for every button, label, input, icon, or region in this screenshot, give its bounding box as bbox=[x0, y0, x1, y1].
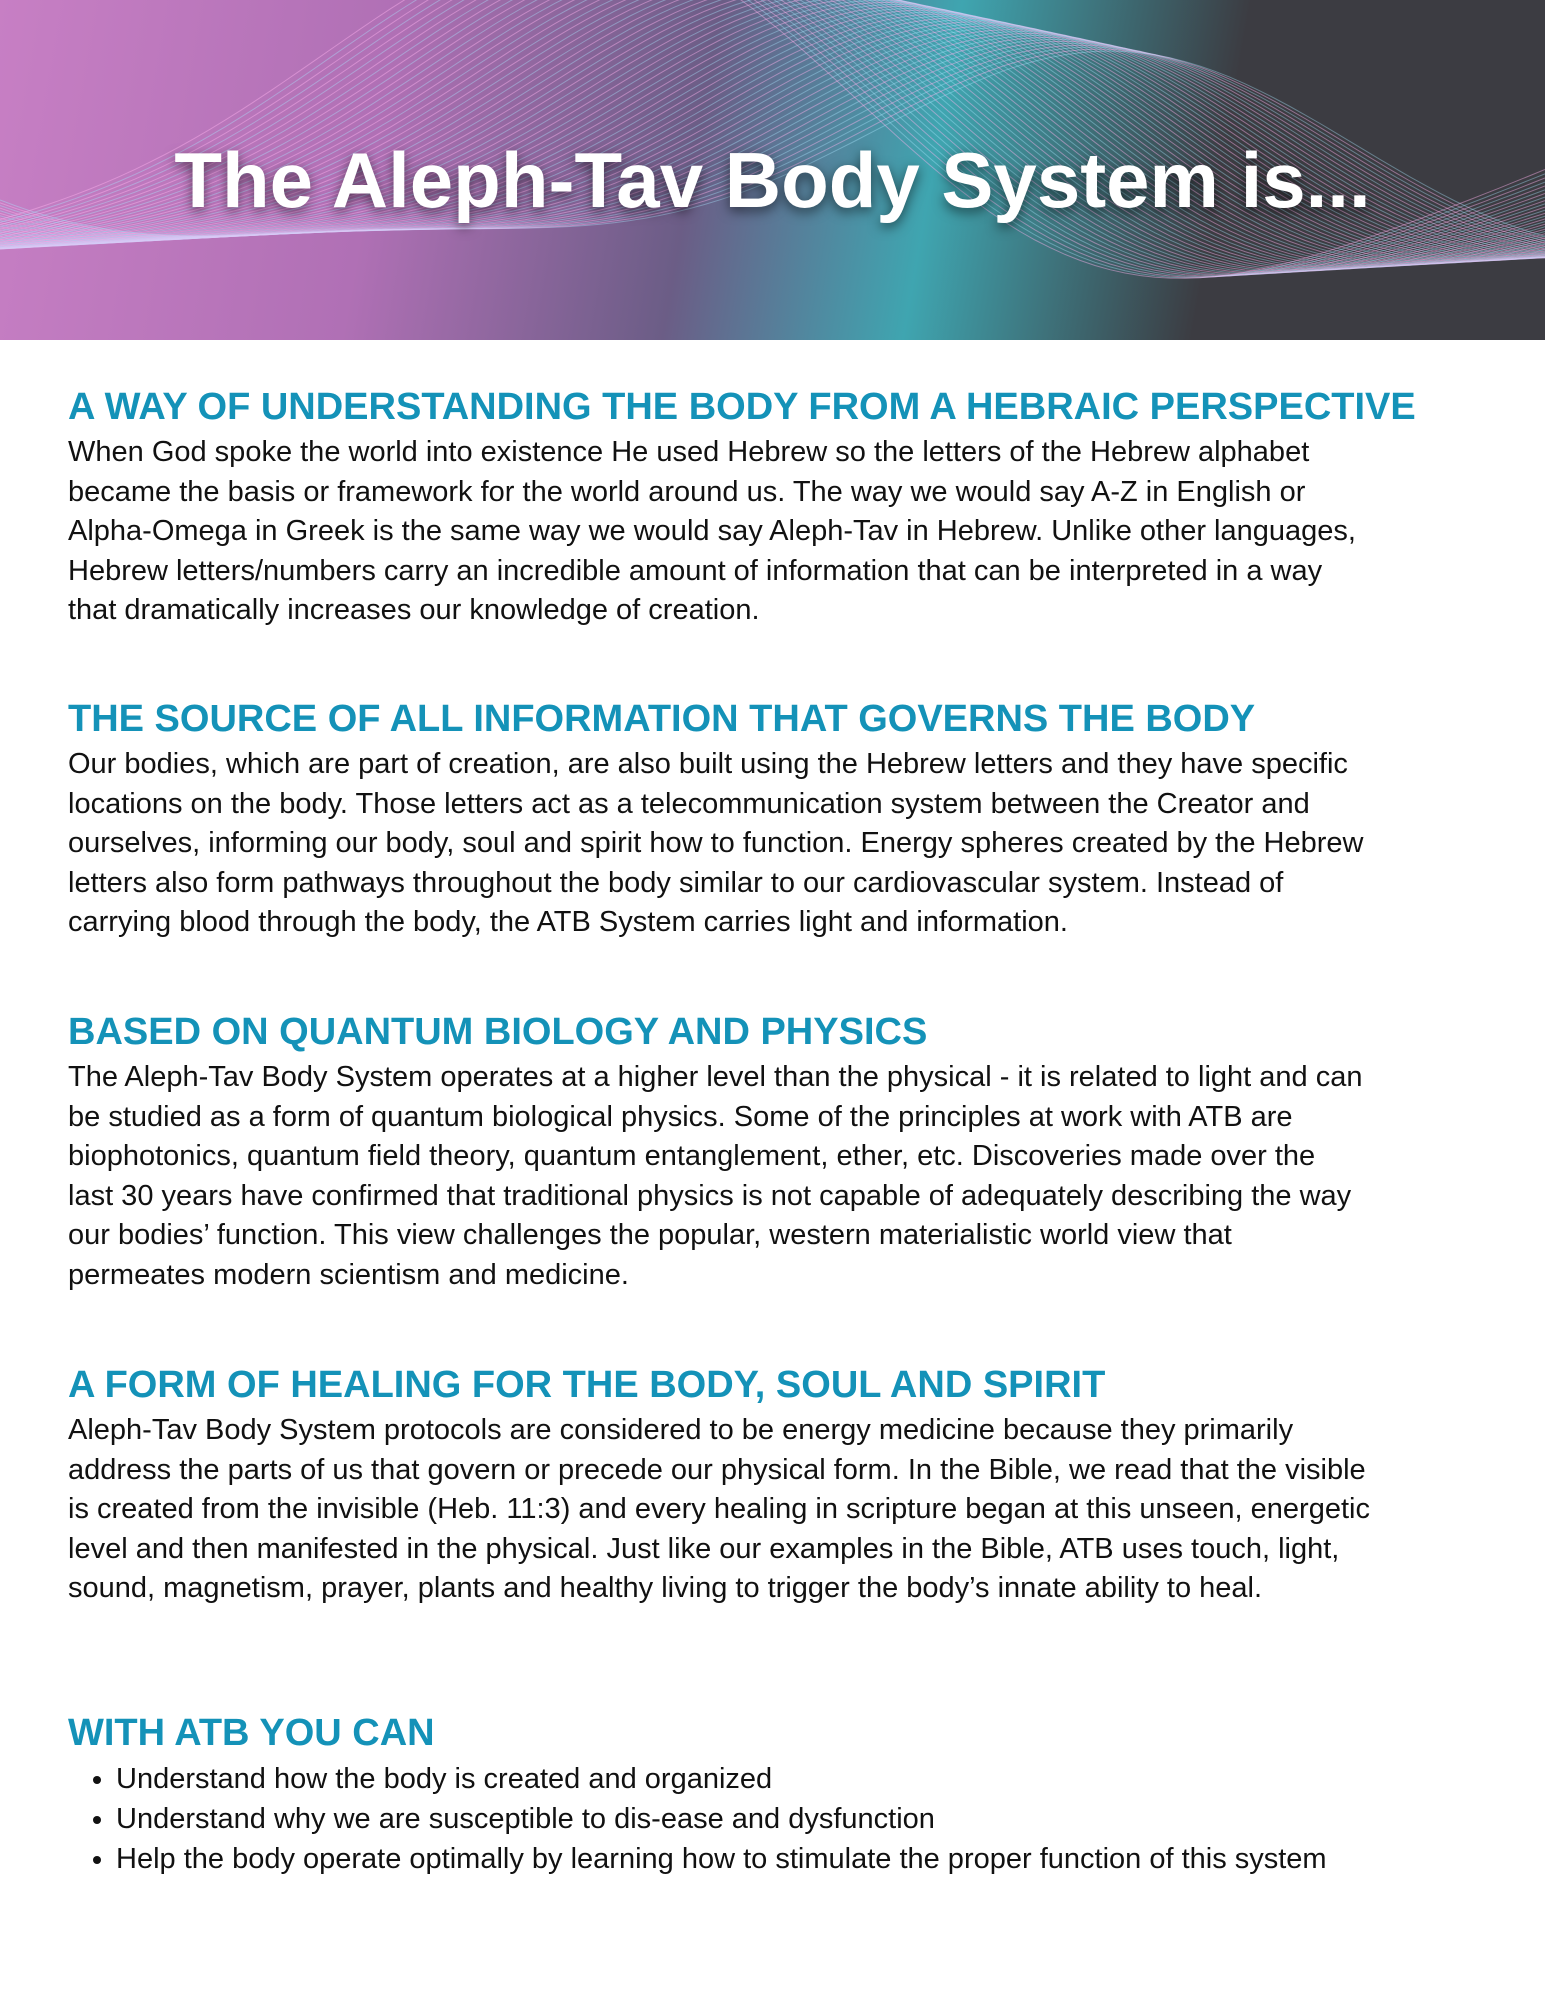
header-banner bbox=[0, 0, 1545, 340]
paragraph-line: last 30 years have confirmed that traditional physics is not capable of adequately describing the way bbox=[68, 1179, 1352, 1212]
paragraph-line: is created from the invisible (Heb. 11:3) and every healing in scripture began at this unseen, energetic bbox=[68, 1493, 1370, 1526]
paragraph-line: Hebrew letters/numbers carry an incredible amount of information that can be interpreted in a way bbox=[68, 554, 1323, 587]
paragraph-line: letters also form pathways throughout the body similar to our cardiovascular system. Instead of bbox=[68, 866, 1284, 899]
paragraph-line: biophotonics, quantum field theory, quantum entanglement, ether, etc. Discoveries made over the bbox=[68, 1140, 1316, 1173]
section-hebraic-perspective bbox=[68, 385, 1508, 631]
paragraph-line: that dramatically increases our knowledge of creation. bbox=[68, 594, 760, 627]
section-healing bbox=[68, 1363, 1508, 1609]
section-quantum-biology bbox=[68, 1010, 1508, 1296]
section-with-atb bbox=[68, 1711, 1508, 1879]
paragraph-line: Our bodies, which are part of creation, are also built using the Hebrew letters and they have specific bbox=[68, 748, 1348, 780]
section-source-of-information bbox=[68, 697, 1508, 943]
paragraph-line: The Aleph-Tav Body System operates at a higher level than the physical - it is related to light and can bbox=[68, 1061, 1363, 1093]
page-title: The Aleph-Tav Body System is... bbox=[174, 136, 1371, 224]
paragraph-line: level and then manifested in the physical. Just like our examples in the Bible, ATB uses touch, light, bbox=[68, 1532, 1340, 1565]
paragraph-line: Alpha-Omega in Greek is the same way we would say Aleph-Tav in Hebrew. Unlike other languages, bbox=[68, 515, 1356, 548]
paragraph-line: address the parts of us that govern or precede our physical form. In the Bible, we read that the visible bbox=[68, 1453, 1366, 1486]
paragraph-line: our bodies’ function. This view challenges the popular, western materialistic world view that bbox=[68, 1219, 1232, 1252]
paragraph-line: became the basis or framework for the world around us. The way we would say A-Z in English or bbox=[68, 475, 1306, 508]
list-item: • Understand why we are susceptible to dis-ease and dysfunction bbox=[116, 1799, 1508, 1839]
section-heading: THE SOURCE OF ALL INFORMATION THAT GOVERNS THE BODY bbox=[68, 698, 1256, 740]
paragraph-line: sound, magnetism, prayer, plants and healthy living to trigger the body’s innate ability to heal. bbox=[68, 1572, 1263, 1605]
section-heading: BASED ON QUANTUM BIOLOGY AND PHYSICS bbox=[68, 1011, 928, 1053]
section-heading: A WAY OF UNDERSTANDING THE BODY FROM A HEBRAIC PERSPECTIVE bbox=[68, 386, 1416, 428]
paragraph-line: locations on the body. Those letters act as a telecommunication system between the Creator and bbox=[68, 787, 1310, 820]
paragraph-line: carrying blood through the body, the ATB System carries light and information. bbox=[68, 906, 1068, 939]
list-item: • Understand how the body is created and organized bbox=[116, 1759, 1508, 1799]
paragraph-line: Aleph-Tav Body System protocols are considered to be energy medicine because they primarily bbox=[68, 1414, 1294, 1446]
benefits-list bbox=[68, 1759, 1508, 1879]
section-heading: A FORM OF HEALING FOR THE BODY, SOUL AND SPIRIT bbox=[68, 1364, 1106, 1406]
paragraph-line: be studied as a form of quantum biological physics. Some of the principles at work with ATB are bbox=[68, 1100, 1293, 1133]
list-item: • Help the body operate optimally by learning how to stimulate the proper function of this system bbox=[116, 1839, 1508, 1879]
paragraph-line: When God spoke the world into existence He used Hebrew so the letters of the Hebrew alphabet bbox=[68, 436, 1310, 468]
paragraph-line: permeates modern scientism and medicine. bbox=[68, 1258, 629, 1291]
paragraph-line: ourselves, informing our body, soul and spirit how to function. Energy spheres created by the Hebrew bbox=[68, 827, 1364, 860]
section-heading: WITH ATB YOU CAN bbox=[68, 1712, 435, 1754]
